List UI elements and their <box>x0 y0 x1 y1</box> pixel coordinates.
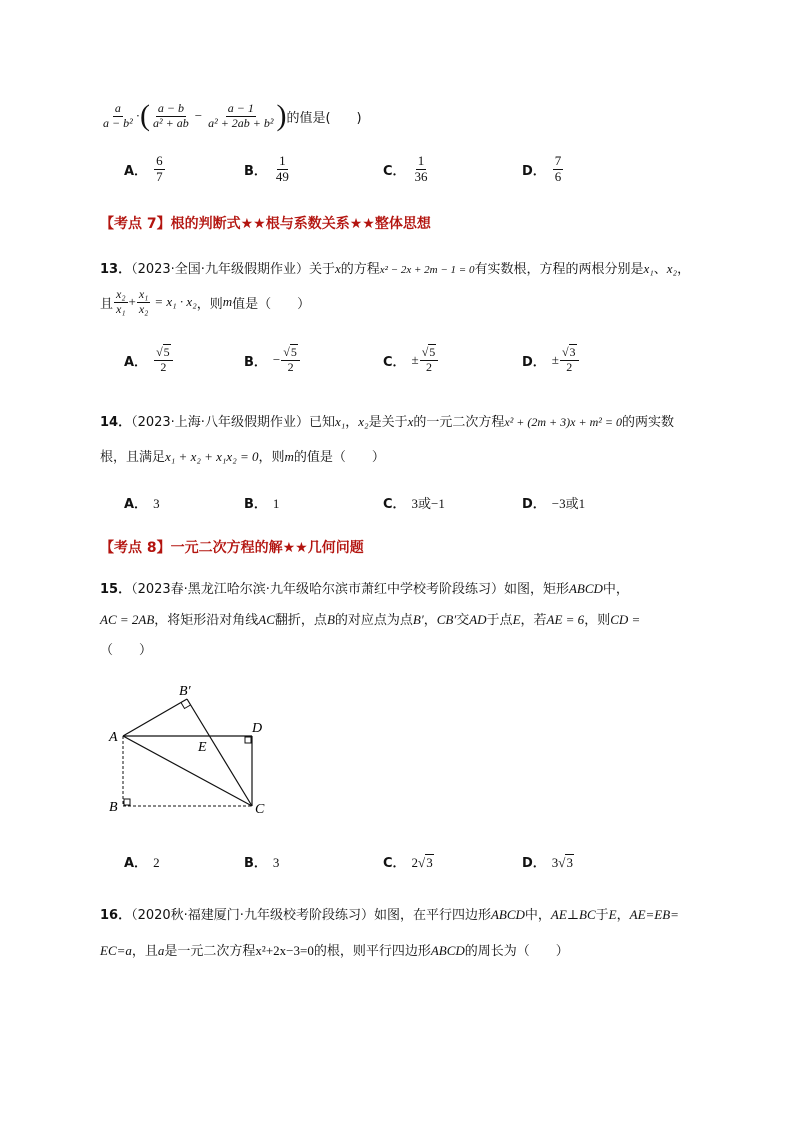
option-den: 36 <box>414 168 428 184</box>
q15-option-a[interactable] <box>124 852 160 871</box>
label-c: C <box>255 802 265 817</box>
q12-option-b[interactable] <box>244 154 292 185</box>
q15-text: 于点 <box>486 613 513 628</box>
q15-ae: AE = 6 <box>546 612 585 627</box>
q16-text: 的周长为（ ） <box>464 944 569 959</box>
label-b: B <box>109 800 118 815</box>
option-fraction: $\frac{√5}{2}$ <box>420 346 439 375</box>
q15-text: 的对应点为点 <box>334 613 413 628</box>
option-label: D． <box>522 354 546 370</box>
q12-frac2 <box>206 102 275 131</box>
option-text: −3或1 <box>551 496 586 511</box>
q13-line2 <box>100 288 310 317</box>
q16-equation: x²+2x−3=0 <box>255 943 314 958</box>
q14-option-a[interactable] <box>124 493 160 512</box>
q13-text: ，则 <box>196 296 223 312</box>
q13-x2: x₂ <box>666 261 678 276</box>
option-coef: 3 <box>551 855 559 870</box>
q14-source: （2023·上海·八年级假期作业）已知 <box>131 415 335 430</box>
q16-text: ，且 <box>131 944 158 959</box>
q15-text: ，若 <box>520 613 547 628</box>
option-label: D． <box>522 163 546 179</box>
q15-ac: AC <box>258 612 275 627</box>
q14-text: 是关于 <box>368 415 408 430</box>
option-coef: 2 <box>411 855 419 870</box>
q16-number: 16． <box>100 908 132 923</box>
q12-lead-num: a <box>114 100 121 115</box>
q13-sep: 、 <box>653 262 667 277</box>
q13-comma: ， <box>677 262 691 277</box>
option-num: 1 <box>279 153 286 168</box>
q12-f1-den: a² + ab <box>153 115 189 130</box>
option-label: C． <box>383 163 406 179</box>
option-label: A． <box>124 497 148 512</box>
option-prefix: ± <box>551 352 559 368</box>
q15-text: 翻折，点 <box>274 613 327 628</box>
q13-equation: x² − 2x + 2m − 1 = 0 <box>379 264 475 276</box>
q15-figure <box>105 675 275 825</box>
option-num: 7 <box>554 153 562 168</box>
option-text: 3或−1 <box>411 496 445 511</box>
q16-ae-bc: AE⊥BC <box>550 907 596 922</box>
q12-option-c[interactable] <box>383 154 431 185</box>
option-text: 3 <box>272 855 280 870</box>
option-label: C． <box>383 354 406 370</box>
q15-bp: B′ <box>412 612 424 627</box>
q15-b: B <box>326 612 335 627</box>
q12-expression <box>100 96 362 136</box>
option-label: A． <box>124 354 148 370</box>
q15-line2 <box>100 609 640 628</box>
option-radicand: 5 <box>290 345 297 359</box>
q13-var-m: m <box>222 294 233 310</box>
q13-option-b[interactable] <box>244 346 301 375</box>
q16-text: 的根，则平行四边形 <box>313 944 431 959</box>
option-den: 2 <box>425 359 432 374</box>
q15-cbp: CB′ <box>436 612 457 627</box>
option-label: C． <box>383 497 406 512</box>
option-den: 2 <box>566 359 573 374</box>
option-fraction <box>413 154 430 185</box>
q13-text: 有实数根，方程的两根分别是 <box>474 262 644 277</box>
option-fraction: $\frac{√5}{2}$ <box>154 346 173 375</box>
q16-text: 中， <box>524 908 551 923</box>
option-num: 1 <box>417 153 425 168</box>
option-label: D． <box>522 856 546 871</box>
q12-f1-num: a − b <box>157 100 184 115</box>
q13-option-d[interactable] <box>522 346 580 375</box>
q14-text: 根，且满足 <box>100 450 166 465</box>
option-radicand: 5 <box>429 345 436 359</box>
q15-cd: CD = <box>610 612 641 627</box>
q14-option-c[interactable] <box>383 493 445 512</box>
q13-number: 13． <box>100 262 132 277</box>
q15-number: 15． <box>100 582 132 597</box>
heading-kaodian-7: 【考点 7】根的判断式★★根与系数关系★★整体思想 <box>100 216 431 232</box>
option-label: B． <box>244 497 267 512</box>
q12-lead-den: a − b² <box>103 115 133 130</box>
q13-text: 且 <box>100 296 114 312</box>
q15-source: （2023春·黑龙江哈尔滨·九年级哈尔滨市萧红中学校考阶段练习）如图，矩形 <box>131 582 569 597</box>
q13-source: （2023·全国·九年级假期作业）关于 <box>131 262 335 277</box>
q16-ec: EC=a <box>100 943 132 958</box>
option-label: B． <box>244 354 267 370</box>
option-label: B． <box>244 856 267 871</box>
q14-option-b[interactable] <box>244 493 279 512</box>
q12-f2-den: a² + 2ab + b² <box>208 115 274 130</box>
q15-line1 <box>100 578 629 597</box>
q14-option-d[interactable] <box>522 493 585 512</box>
segment-ab-prime <box>123 699 187 736</box>
q15-option-d[interactable]: D． 3√3 <box>522 855 573 871</box>
option-label: A． <box>124 856 148 871</box>
frac-num: x₁ <box>138 287 149 301</box>
option-num: 6 <box>156 153 163 168</box>
option-text: 3 <box>153 496 160 511</box>
q13-plus: + <box>128 294 136 310</box>
option-fraction <box>553 154 564 185</box>
q12-f2-num: a − 1 <box>227 100 254 115</box>
q14-number: 14． <box>100 415 132 430</box>
q14-x2: x₂ <box>358 414 369 429</box>
q15-option-c[interactable]: C． 2√3 <box>383 855 433 871</box>
option-fraction: $\frac{√5}{2}$ <box>281 346 300 375</box>
q16-line2 <box>100 940 569 959</box>
option-radicand: 3 <box>566 855 573 870</box>
q14-comma: ， <box>345 415 359 430</box>
option-label: B． <box>244 163 267 179</box>
q15-text: 中， <box>602 582 629 597</box>
q16-source: （2020秋·福建厦门·九年级校考阶段练习）如图，在平行四边形 <box>131 908 491 923</box>
q14-var-m: m <box>284 449 294 464</box>
option-radicand: 3 <box>569 345 576 359</box>
q12-option-a[interactable] <box>124 154 166 185</box>
label-e: E <box>198 740 207 755</box>
frac-den: x₂ <box>138 301 149 316</box>
q16-a: a <box>157 943 165 958</box>
option-fraction <box>274 154 291 185</box>
q12-lead-fraction <box>101 102 135 131</box>
q15-text: ， <box>423 613 437 628</box>
option-prefix: − <box>272 352 281 368</box>
q15-text: ，将矩形沿对角线 <box>154 613 259 628</box>
q15-ac-eq: AC = 2AB <box>100 612 155 627</box>
heading-kaodian-8: 【考点 8】一元二次方程的解★★几何问题 <box>100 540 364 556</box>
right-angle-b <box>124 799 130 805</box>
q14-text: ，则 <box>258 450 285 465</box>
q12-tail-text: 的值是( ) <box>286 110 362 126</box>
q13-option-c[interactable] <box>383 346 439 375</box>
q16-e: E <box>608 907 617 922</box>
q13-line1 <box>100 258 690 277</box>
q16-line1 <box>100 904 679 923</box>
option-label: C． <box>383 856 406 871</box>
q13-text: 值是（ ） <box>232 296 311 312</box>
option-den: 6 <box>554 168 562 184</box>
option-den: 7 <box>156 168 163 184</box>
q15-abcd: ABCD <box>568 581 603 596</box>
frac-num: x₂ <box>116 287 126 301</box>
right-angle-d <box>245 737 251 743</box>
q13-cond-rhs: = x₁ · x₂ <box>154 294 197 310</box>
option-label: D． <box>522 497 546 512</box>
segment-b-prime-c <box>187 699 252 806</box>
q13-cond-frac1 <box>114 288 128 317</box>
option-den: 2 <box>287 359 294 374</box>
q15-text: 交 <box>456 613 470 628</box>
option-radicand: 3 <box>426 855 433 870</box>
q15-e: E <box>512 612 521 627</box>
q14-condition: x₁ + x₂ + x₁x₂ = 0 <box>165 449 259 464</box>
q12-dot: · <box>135 108 141 123</box>
q12-frac1 <box>151 102 191 131</box>
q16-abcd: ABCD <box>490 907 525 922</box>
option-den: 49 <box>275 168 289 184</box>
option-fraction: $\frac{√3}{2}$ <box>560 346 579 375</box>
q14-text: 的值是（ ） <box>293 450 385 465</box>
q13-option-a[interactable] <box>124 346 174 375</box>
q15-ad: AD <box>469 612 487 627</box>
frac-den: x₁ <box>116 301 126 316</box>
q14-text: 的两实数 <box>621 415 674 430</box>
q12-lparen: ( <box>140 99 151 132</box>
q16-text: 是一元二次方程 <box>164 944 256 959</box>
q14-equation: x² + (2m + 3)x + m² = 0 <box>504 415 622 429</box>
q14-line1 <box>100 411 674 430</box>
option-text: 2 <box>153 855 160 870</box>
q12-minus: − <box>194 108 203 123</box>
q16-ae-eb: AE=EB= <box>629 907 679 922</box>
option-text: 1 <box>272 496 280 511</box>
segment-ac <box>123 736 252 806</box>
option-fraction <box>154 154 165 185</box>
q13-text: 的方程 <box>340 262 380 277</box>
option-den: 2 <box>160 359 167 374</box>
q13-cond-frac2 <box>137 288 151 317</box>
q16-abcd2: ABCD <box>430 943 465 958</box>
q14-line2 <box>100 446 385 465</box>
q13-x1: x₁ <box>643 261 654 276</box>
q12-option-d[interactable] <box>522 154 564 185</box>
q15-option-b[interactable] <box>244 852 279 871</box>
q12-rparen: ) <box>276 99 287 132</box>
option-prefix: ± <box>411 352 419 368</box>
q15-line3: （ ） <box>100 643 153 658</box>
q14-x1: x₁ <box>334 414 346 429</box>
label-a: A <box>109 730 118 745</box>
option-radicand: 5 <box>163 345 170 359</box>
q15-text: ，则 <box>584 613 611 628</box>
label-d: D <box>252 721 263 736</box>
q13-var-x: x <box>334 261 341 276</box>
q14-var-x: x <box>407 414 414 429</box>
q16-text: 于 <box>595 908 609 923</box>
q16-text: ， <box>616 908 630 923</box>
label-b-prime: B′ <box>179 684 191 699</box>
q14-text: 的一元二次方程 <box>413 415 505 430</box>
option-label: A． <box>124 163 148 179</box>
